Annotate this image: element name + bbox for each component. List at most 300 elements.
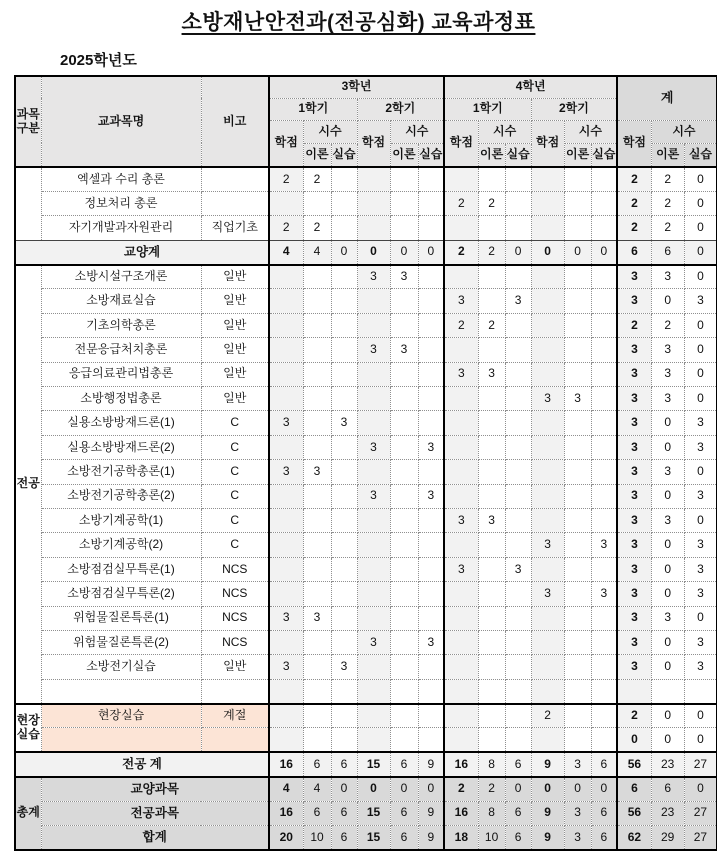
course-name-cell: 정보처리 총론 <box>41 191 201 215</box>
value-cell: 3 <box>269 655 303 679</box>
value-cell <box>331 508 357 532</box>
value-cell <box>390 362 418 386</box>
header-y3-sem2: 2학기 <box>357 98 444 120</box>
header-practice: 실습 <box>331 143 357 167</box>
value-cell <box>418 313 444 337</box>
value-cell: 3 <box>390 338 418 362</box>
course-name-cell: 엑셀과 수리 총론 <box>41 167 201 191</box>
value-cell <box>505 704 531 728</box>
value-cell: 3 <box>617 606 651 630</box>
value-cell <box>505 679 531 703</box>
value-cell <box>564 508 591 532</box>
value-cell: 23 <box>651 801 684 825</box>
value-cell <box>331 704 357 728</box>
value-cell: 0 <box>684 191 717 215</box>
value-cell: 0 <box>684 460 717 484</box>
header-credit: 학점 <box>531 120 564 167</box>
remark-cell: C <box>201 460 269 484</box>
table-row <box>15 557 717 581</box>
value-cell <box>269 362 303 386</box>
value-cell: 2 <box>478 777 505 801</box>
value-cell <box>390 557 418 581</box>
header-theory: 이론 <box>651 143 684 167</box>
course-name-cell: 실용소방방재드론(1) <box>41 411 201 435</box>
value-cell: 2 <box>444 777 478 801</box>
value-cell <box>269 728 303 752</box>
table-row <box>15 484 717 508</box>
value-cell <box>331 216 357 240</box>
value-cell <box>303 313 331 337</box>
value-cell: 3 <box>478 508 505 532</box>
table-row <box>15 387 717 411</box>
value-cell <box>564 313 591 337</box>
value-cell <box>591 679 617 703</box>
value-cell <box>390 411 418 435</box>
value-cell <box>591 167 617 191</box>
value-cell: 3 <box>357 338 390 362</box>
value-cell <box>564 533 591 557</box>
value-cell: 4 <box>303 777 331 801</box>
value-cell: 3 <box>269 411 303 435</box>
table-row <box>15 289 717 313</box>
value-cell: 0 <box>684 508 717 532</box>
value-cell: 0 <box>505 240 531 264</box>
value-cell <box>478 704 505 728</box>
subtotal-label: 전공 계 <box>15 752 269 776</box>
value-cell: 0 <box>684 704 717 728</box>
value-cell: 0 <box>531 240 564 264</box>
value-cell <box>564 630 591 654</box>
value-cell <box>331 606 357 630</box>
value-cell <box>390 313 418 337</box>
value-cell <box>444 265 478 289</box>
value-cell: 20 <box>269 826 303 850</box>
remark-cell: C <box>201 411 269 435</box>
value-cell <box>564 460 591 484</box>
value-cell: 3 <box>444 557 478 581</box>
value-cell: 0 <box>564 777 591 801</box>
value-cell <box>478 435 505 459</box>
value-cell <box>269 338 303 362</box>
value-cell <box>478 606 505 630</box>
value-cell: 3 <box>564 801 591 825</box>
value-cell <box>505 167 531 191</box>
value-cell <box>591 411 617 435</box>
value-cell <box>564 728 591 752</box>
value-cell <box>591 508 617 532</box>
value-cell <box>591 704 617 728</box>
header-subject-category: 과목구분 <box>15 76 41 167</box>
course-name-cell <box>41 728 201 752</box>
value-cell: 0 <box>505 777 531 801</box>
value-cell <box>390 582 418 606</box>
value-cell <box>303 435 331 459</box>
remark-cell: C <box>201 435 269 459</box>
header-course-name: 교과목명 <box>41 76 201 167</box>
value-cell: 2 <box>444 191 478 215</box>
value-cell <box>357 557 390 581</box>
value-cell <box>531 216 564 240</box>
value-cell: 3 <box>390 265 418 289</box>
value-cell <box>390 460 418 484</box>
value-cell: 6 <box>331 826 357 850</box>
value-cell <box>331 679 357 703</box>
value-cell: 0 <box>591 240 617 264</box>
value-cell <box>478 289 505 313</box>
value-cell: 0 <box>651 582 684 606</box>
value-cell: 6 <box>591 752 617 776</box>
header-hours: 시수 <box>478 120 531 143</box>
remark-cell: 일반 <box>201 289 269 313</box>
value-cell <box>505 411 531 435</box>
value-cell <box>303 484 331 508</box>
value-cell: 6 <box>651 240 684 264</box>
value-cell: 4 <box>269 777 303 801</box>
value-cell <box>531 265 564 289</box>
value-cell: 3 <box>684 484 717 508</box>
remark-cell: 직업기초 <box>201 216 269 240</box>
value-cell <box>357 167 390 191</box>
value-cell <box>505 508 531 532</box>
value-cell: 16 <box>269 752 303 776</box>
value-cell <box>331 630 357 654</box>
remark-cell: 일반 <box>201 362 269 386</box>
value-cell: 9 <box>418 826 444 850</box>
value-cell: 0 <box>651 630 684 654</box>
value-cell: 3 <box>564 826 591 850</box>
value-cell <box>478 411 505 435</box>
value-cell <box>269 435 303 459</box>
value-cell <box>531 728 564 752</box>
value-cell <box>591 191 617 215</box>
value-cell <box>357 362 390 386</box>
remark-cell: C <box>201 508 269 532</box>
value-cell <box>390 191 418 215</box>
value-cell <box>418 387 444 411</box>
value-cell <box>331 582 357 606</box>
value-cell <box>564 362 591 386</box>
value-cell <box>444 387 478 411</box>
value-cell: 6 <box>591 826 617 850</box>
value-cell: 3 <box>651 362 684 386</box>
value-cell <box>418 411 444 435</box>
value-cell: 3 <box>651 387 684 411</box>
value-cell: 0 <box>651 533 684 557</box>
course-name-cell: 자기개발과자원관리 <box>41 216 201 240</box>
value-cell <box>617 679 651 703</box>
value-cell <box>331 289 357 313</box>
value-cell <box>478 167 505 191</box>
value-cell: 2 <box>444 240 478 264</box>
value-cell <box>390 387 418 411</box>
table-row <box>15 704 717 728</box>
course-name-cell: 소방기계공학(1) <box>41 508 201 532</box>
value-cell <box>505 387 531 411</box>
value-cell: 3 <box>357 630 390 654</box>
value-cell <box>303 387 331 411</box>
value-cell <box>591 289 617 313</box>
value-cell: 0 <box>418 240 444 264</box>
value-cell: 3 <box>617 411 651 435</box>
value-cell <box>591 630 617 654</box>
value-cell: 0 <box>357 240 390 264</box>
value-cell: 10 <box>303 826 331 850</box>
value-cell <box>478 216 505 240</box>
value-cell: 3 <box>617 630 651 654</box>
header-credit: 학점 <box>269 120 303 167</box>
course-name-cell: 기초의학총론 <box>41 313 201 337</box>
value-cell <box>418 265 444 289</box>
table-row <box>15 460 717 484</box>
value-cell <box>444 216 478 240</box>
value-cell: 3 <box>617 435 651 459</box>
value-cell: 3 <box>418 435 444 459</box>
value-cell: 6 <box>617 240 651 264</box>
value-cell: 6 <box>651 777 684 801</box>
value-cell: 3 <box>617 533 651 557</box>
header-y4-sem2: 2학기 <box>531 98 617 120</box>
course-name-cell: 소방시설구조개론 <box>41 265 201 289</box>
value-cell <box>303 533 331 557</box>
value-cell: 3 <box>684 630 717 654</box>
remark-cell: 일반 <box>201 313 269 337</box>
value-cell: 0 <box>651 289 684 313</box>
value-cell <box>444 460 478 484</box>
value-cell <box>357 191 390 215</box>
table-row <box>15 533 717 557</box>
value-cell <box>331 387 357 411</box>
subtotal-label: 교양계 <box>15 240 269 264</box>
value-cell <box>531 435 564 459</box>
value-cell <box>331 167 357 191</box>
remark-cell: 계절 <box>201 704 269 728</box>
value-cell: 0 <box>418 777 444 801</box>
table-row <box>15 728 717 752</box>
value-cell: 3 <box>617 265 651 289</box>
value-cell <box>444 630 478 654</box>
value-cell <box>478 630 505 654</box>
total-row-label: 교양과목 <box>41 777 269 801</box>
header-year4: 4학년 <box>444 76 617 98</box>
value-cell: 0 <box>684 728 717 752</box>
value-cell: 2 <box>651 313 684 337</box>
value-cell <box>269 508 303 532</box>
value-cell: 6 <box>303 752 331 776</box>
header-credit: 학점 <box>617 120 651 167</box>
table-row <box>15 411 717 435</box>
value-cell: 2 <box>651 167 684 191</box>
course-name-cell: 위험물질론특론(1) <box>41 606 201 630</box>
value-cell <box>505 533 531 557</box>
value-cell <box>418 582 444 606</box>
value-cell <box>591 557 617 581</box>
remark-cell <box>201 191 269 215</box>
header-credit: 학점 <box>444 120 478 167</box>
value-cell <box>444 655 478 679</box>
remark-cell: NCS <box>201 582 269 606</box>
total-row-label: 합계 <box>41 826 269 850</box>
table-row <box>15 167 717 191</box>
header-practice: 실습 <box>418 143 444 167</box>
value-cell <box>564 191 591 215</box>
value-cell <box>505 362 531 386</box>
value-cell: 0 <box>617 728 651 752</box>
value-cell <box>303 411 331 435</box>
value-cell <box>478 582 505 606</box>
value-cell <box>390 484 418 508</box>
value-cell <box>531 655 564 679</box>
value-cell: 0 <box>684 240 717 264</box>
value-cell: 6 <box>505 826 531 850</box>
value-cell <box>357 728 390 752</box>
value-cell <box>269 484 303 508</box>
header-theory: 이론 <box>478 143 505 167</box>
value-cell <box>418 460 444 484</box>
value-cell: 0 <box>684 777 717 801</box>
value-cell: 2 <box>531 704 564 728</box>
value-cell <box>418 679 444 703</box>
value-cell: 2 <box>651 191 684 215</box>
value-cell: 3 <box>617 362 651 386</box>
value-cell: 2 <box>478 191 505 215</box>
value-cell <box>531 167 564 191</box>
section-label: 총계 <box>15 777 41 850</box>
value-cell: 0 <box>684 167 717 191</box>
value-cell <box>418 338 444 362</box>
remark-cell: C <box>201 533 269 557</box>
value-cell <box>478 679 505 703</box>
value-cell: 3 <box>269 606 303 630</box>
value-cell: 2 <box>617 313 651 337</box>
value-cell: 62 <box>617 826 651 850</box>
value-cell <box>564 167 591 191</box>
value-cell <box>331 435 357 459</box>
remark-cell: NCS <box>201 606 269 630</box>
value-cell <box>591 313 617 337</box>
value-cell: 3 <box>617 387 651 411</box>
value-cell <box>478 338 505 362</box>
page-title: 소방재난안전과(전공심화) 교육과정표 <box>181 11 536 34</box>
value-cell: 23 <box>651 752 684 776</box>
value-cell <box>390 216 418 240</box>
value-cell <box>505 191 531 215</box>
value-cell <box>564 484 591 508</box>
value-cell <box>444 679 478 703</box>
value-cell <box>390 533 418 557</box>
value-cell <box>357 216 390 240</box>
header-total: 계 <box>617 76 717 120</box>
value-cell <box>357 533 390 557</box>
value-cell <box>505 265 531 289</box>
curriculum-table-body <box>15 167 717 850</box>
value-cell <box>331 484 357 508</box>
value-cell: 3 <box>357 265 390 289</box>
table-row <box>15 338 717 362</box>
value-cell <box>390 630 418 654</box>
remark-cell: 일반 <box>201 338 269 362</box>
value-cell <box>591 435 617 459</box>
value-cell: 9 <box>531 752 564 776</box>
value-cell <box>418 508 444 532</box>
value-cell <box>564 289 591 313</box>
value-cell <box>418 362 444 386</box>
value-cell: 3 <box>564 752 591 776</box>
value-cell <box>591 216 617 240</box>
value-cell <box>531 411 564 435</box>
header-practice: 실습 <box>591 143 617 167</box>
value-cell: 0 <box>684 387 717 411</box>
value-cell: 9 <box>418 752 444 776</box>
value-cell: 0 <box>357 777 390 801</box>
value-cell <box>505 460 531 484</box>
value-cell <box>269 557 303 581</box>
table-row <box>15 191 717 215</box>
section-label <box>15 167 41 240</box>
value-cell <box>418 655 444 679</box>
value-cell <box>478 728 505 752</box>
value-cell <box>564 338 591 362</box>
value-cell <box>591 484 617 508</box>
value-cell <box>357 704 390 728</box>
header-credit: 학점 <box>357 120 390 167</box>
table-row <box>15 801 717 825</box>
value-cell: 3 <box>684 557 717 581</box>
value-cell <box>684 679 717 703</box>
value-cell: 3 <box>684 435 717 459</box>
value-cell <box>418 289 444 313</box>
value-cell <box>478 533 505 557</box>
value-cell <box>444 704 478 728</box>
header-practice: 실습 <box>684 143 717 167</box>
value-cell <box>564 655 591 679</box>
value-cell <box>444 411 478 435</box>
value-cell: 2 <box>617 191 651 215</box>
value-cell: 2 <box>444 313 478 337</box>
course-name-cell: 소방점검실무특론(2) <box>41 582 201 606</box>
value-cell: 3 <box>418 484 444 508</box>
value-cell: 3 <box>478 362 505 386</box>
value-cell: 3 <box>617 289 651 313</box>
value-cell <box>418 216 444 240</box>
course-name-cell: 소방전기공학총론(2) <box>41 484 201 508</box>
value-cell: 0 <box>651 411 684 435</box>
value-cell <box>331 265 357 289</box>
header-theory: 이론 <box>564 143 591 167</box>
value-cell: 3 <box>531 533 564 557</box>
course-name-cell: 소방전기실습 <box>41 655 201 679</box>
value-cell: 3 <box>617 338 651 362</box>
value-cell <box>390 728 418 752</box>
value-cell: 8 <box>478 801 505 825</box>
value-cell: 6 <box>390 801 418 825</box>
value-cell <box>531 557 564 581</box>
value-cell <box>303 362 331 386</box>
value-cell <box>478 655 505 679</box>
table-row <box>15 435 717 459</box>
value-cell: 6 <box>331 752 357 776</box>
value-cell <box>505 606 531 630</box>
value-cell: 3 <box>591 582 617 606</box>
value-cell <box>505 313 531 337</box>
course-name-cell: 응급의료관리법총론 <box>41 362 201 386</box>
value-cell <box>651 679 684 703</box>
value-cell: 3 <box>357 484 390 508</box>
value-cell <box>591 338 617 362</box>
value-cell: 0 <box>651 557 684 581</box>
value-cell: 2 <box>617 167 651 191</box>
value-cell: 3 <box>531 387 564 411</box>
value-cell <box>531 289 564 313</box>
